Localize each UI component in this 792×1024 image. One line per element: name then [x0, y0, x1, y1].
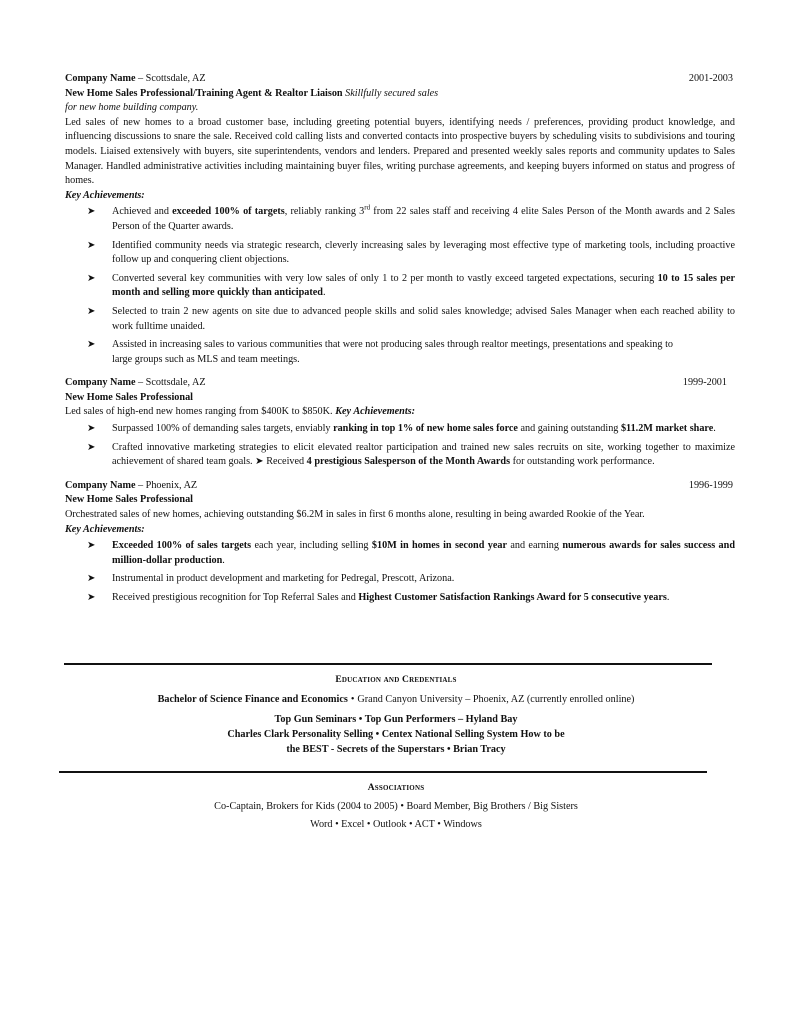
- achievements-list: [65, 422, 735, 470]
- section-divider-education: [64, 663, 712, 665]
- list-item: ➤ Identified community needs via strategic research, cleverly increasing sales by leveraging most effective type of marketing tools, including proactive follow up and conquering client objections.: [87, 239, 735, 266]
- arrow-bullet-icon: ➤: [87, 573, 96, 585]
- separator-dot: •: [350, 694, 355, 705]
- job-title: New Home Sales Professional: [65, 391, 193, 403]
- arrow-bullet-icon: ➤: [87, 441, 96, 453]
- company-location: – Phoenix, AZ: [138, 479, 198, 491]
- degree-name: Bachelor of Science Finance and Economics: [157, 694, 348, 705]
- achievements-label: Key Achievements:: [65, 523, 145, 535]
- job-title: New Home Sales Professional: [65, 494, 193, 506]
- company-name: Company Name: [65, 479, 136, 491]
- company-location: – Scottsdale, AZ: [138, 73, 206, 84]
- list-item: ➤ Converted several key communities with very low sales of only 1 to 2 per month to vastly exceed targeted expectations, securing 10 to 15 sales per month and selling more quickly than anticipated.: [87, 272, 735, 299]
- arrow-bullet-icon: ➤: [87, 540, 96, 552]
- company-name: Company Name: [65, 377, 136, 389]
- job-company-line: [65, 479, 197, 494]
- degree-line: [0, 693, 792, 708]
- list-item: ➤ Surpassed 100% of demanding sales targets, enviably ranking in top 1% of new home sales force and gaining outstanding $11.2M market share.: [65, 422, 735, 437]
- arrow-bullet-icon: ➤: [87, 272, 96, 284]
- list-item: ➤ Received prestigious recognition for Top Referral Sales and Highest Customer Satisfaction Rankings Award for 5 consecutive years.: [65, 591, 735, 606]
- arrow-bullet-icon: ➤: [87, 239, 96, 251]
- job-description: Led sales of new homes to a broad customer base, including greeting potential buyers, identifying needs / preferences, providing product knowledge, and influencing discussions to snare the sale. Received cold calling lists and converted contacts into prospective buyers by scheduling visits to subdivisions and touring models. Liaised extensively with buyers, site superintendents, vendors and lenders. Prepared and presented weekly sales reports and community updates to Sales Manager. Handled administrative activities including maintaining buyer files, writing purchase agreements, and keeping buyers informed on status and progress of homes.: [65, 116, 735, 187]
- education-heading: Education and Credentials: [335, 675, 457, 685]
- list-item: ➤ Crafted innovative marketing strategies to elicit elevated realtor participation and trained new sales recruits on site, working together to maximize achievement of shared team goals. ➤ Received 4 prestigious Salesperson of the Month Awards for outstanding work performance.: [87, 441, 735, 468]
- associations-heading: Associations: [367, 783, 425, 793]
- list-item: ➤ Selected to train 2 new agents on site due to advanced people skills and solid sales knowledge; advised Sales Manager when each reached ability to work fulltime unaided.: [87, 305, 735, 332]
- job-subtitle: Skillfully secured sales for new home building company.: [65, 87, 439, 114]
- job-header: [65, 376, 735, 391]
- degree-school: Grand Canyon University – Phoenix, AZ (currently enrolled online): [357, 694, 635, 705]
- section-divider-associations: [59, 771, 707, 773]
- job-header: [65, 72, 735, 87]
- achievements-list: [65, 205, 735, 367]
- company-name: Company Name: [65, 73, 136, 84]
- training-line-1: Top Gun Seminars • Top Gun Performers – Hyland Bay: [274, 714, 518, 725]
- arrow-bullet-icon: ➤: [87, 592, 96, 603]
- job-dates: 2001-2003: [688, 73, 733, 84]
- job-description-line: [65, 405, 415, 420]
- list-item: ➤ Instrumental in product development and marketing for Pedregal, Prescott, Arizona.: [65, 572, 735, 587]
- job-title: New Home Sales Professional/Training Agent & Realtor Liaison: [65, 87, 343, 99]
- arrow-bullet-icon: ➤: [87, 339, 96, 351]
- job-dates: 1999-2001: [682, 377, 727, 389]
- company-location: – Scottsdale, AZ: [138, 377, 206, 389]
- training-line-3: the BEST - Secrets of the Superstars • Brian Tracy: [286, 744, 506, 755]
- skills-line: Word • Excel • Outlook • ACT • Windows: [310, 819, 482, 830]
- job-company-line: [65, 72, 206, 87]
- associations-line-1: Co-Captain, Brokers for Kids (2004 to 2005) • Board Member, Big Brothers / Big Sisters: [214, 801, 578, 812]
- achievements-label: Key Achievements:: [65, 189, 145, 201]
- job-description: Orchestrated sales of new homes, achieving outstanding $6.2M in sales in first 6 months alone, resulting in being awarded Rookie of the Year.: [65, 509, 645, 521]
- list-item: ➤ Exceeded 100% of sales targets each year, including selling $10M in homes in second year and earning numerous awards for sales success and million-dollar production.: [87, 540, 735, 566]
- arrow-bullet-icon: ➤: [87, 305, 96, 317]
- job-title-line: [65, 87, 450, 116]
- arrow-bullet-icon: ➤: [87, 423, 96, 435]
- job-description: Led sales of high-end new homes ranging from $400K to $850K.: [65, 406, 333, 418]
- resume-body: [65, 72, 735, 615]
- job-entry-3: [65, 479, 735, 606]
- job-dates: 1996-1999: [688, 479, 733, 491]
- training-line-2: Charles Clark Personality Selling • Centex National Selling System How to be: [227, 729, 565, 740]
- achievements-label: Key Achievements:: [335, 406, 416, 418]
- job-company-line: [65, 376, 206, 391]
- arrow-bullet-icon: ➤: [87, 206, 96, 218]
- job-entry-2: [65, 376, 735, 470]
- achievements-list: [65, 539, 735, 605]
- job-entry-1: [65, 72, 735, 367]
- job-header: [65, 479, 735, 494]
- list-item: ➤ Achieved and exceeded 100% of targets, reliably ranking 3rd from 22 sales staff and receiving 4 elite Sales Person of the Month awards and 2 Sales Person of the Quarter awards.: [87, 203, 736, 232]
- list-item: ➤ Assisted in increasing sales to various communities that were not producing sales through realtor meetings, presentations and speaking to large groups such as MLS and team meetings.: [87, 339, 673, 365]
